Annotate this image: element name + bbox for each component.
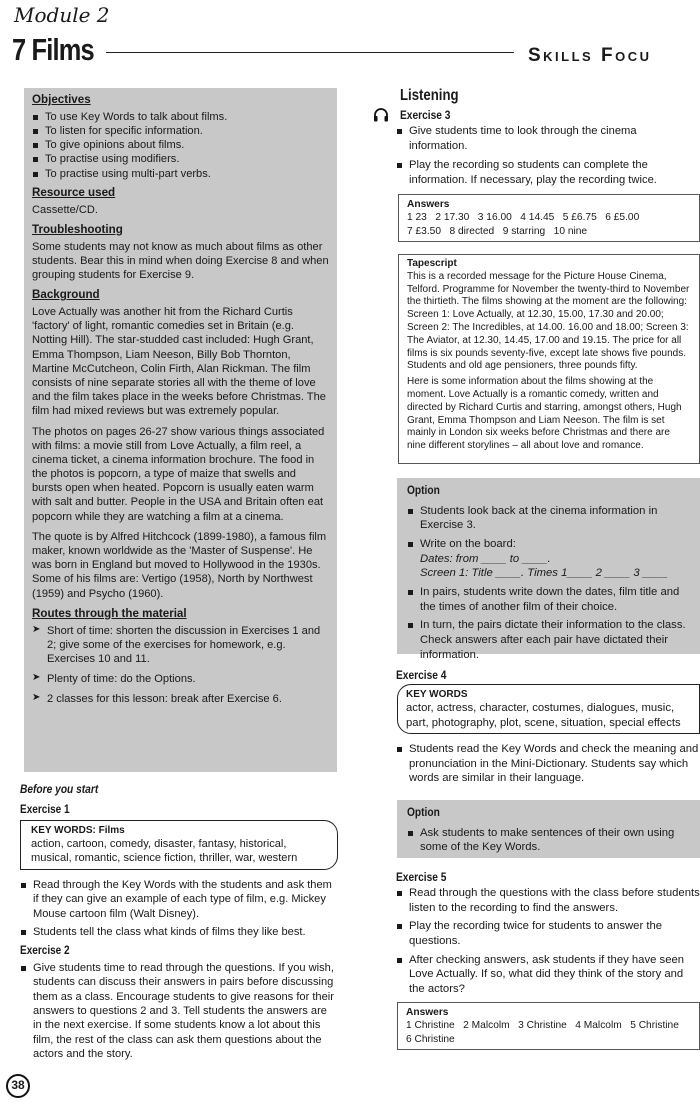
troubleshooting-heading: Troubleshooting [32, 222, 123, 236]
answers-box-exercise-5 [397, 1002, 700, 1050]
background-heading: Background [32, 288, 100, 302]
exercise-3-heading: Exercise 3 [400, 108, 451, 122]
list-item: ➤ 2 classes for this lesson: break after Exercise 6. [32, 692, 329, 706]
module-label: Module 2 [14, 3, 110, 27]
objectives-panel [24, 88, 337, 772]
listening-heading: Listening [400, 87, 459, 104]
option-box-1 [397, 478, 700, 661]
resource-heading: Resource used [32, 185, 116, 199]
list-item: In turn, the pairs dictate their information to the class. Check answers after each pair have dictated their information. [407, 618, 690, 662]
list-item: ➤ Plenty of time: do the Options. [32, 672, 329, 686]
routes-heading: Routes through the material [32, 606, 187, 620]
key-words-text: actor, actress, character, costumes, dialogues, music, part, photography, plot, scene, situation, special effects [406, 702, 681, 729]
list-item: To listen for specific information. [32, 124, 329, 138]
exercise-4-list [396, 742, 700, 786]
key-words-box [20, 820, 338, 870]
list-item: After checking answers, ask students if they have seen Love Actually. If so, what did they think of the story and the actors? [396, 953, 700, 997]
list-item: To use Key Words to talk about films. [32, 110, 329, 124]
option-heading: Option [407, 483, 440, 497]
answers-box-exercise-3 [398, 194, 700, 242]
list-item [407, 537, 690, 581]
answers-line: 6 Christine [406, 1033, 455, 1045]
exercise-2-list [20, 961, 338, 1062]
list-item: Give students time to read through the questions. If you wish, students can discuss their answers in pairs before discussing them as a class. Encourage students to give reasons for their answers to questions 2 and 3. Tell students the answers are in the next exercise. If some students know a lot about this film, the rest of the class can ask them questions about the actors and the story. [20, 961, 338, 1062]
key-words-text: action, cartoon, comedy, disaster, fantasy, historical, musical, romantic, science fiction, thriller, war, western [31, 837, 298, 865]
board-line: Screen 1: Title ____. Times 1____ 2 ____ 3 ____ [420, 567, 668, 580]
left-column-lower [20, 782, 338, 1066]
troubleshooting-text: Some students may not know as much about films as other students. Bear this in mind when doing Exercise 8 and when grouping students for Exercise 9. [32, 240, 329, 281]
option-box-2 [397, 800, 700, 858]
list-item: ➤ Short of time: shorten the discussion in Exercises 1 and 2; give some of the exercises for homework, e.g. Exercises 10 and 11. [32, 624, 329, 667]
before-you-start-heading: Before you start [20, 782, 99, 796]
key-words-label: KEY WORDS: Films [31, 824, 125, 836]
page-title: 7 Films [12, 32, 94, 67]
list-item: Students read the Key Words and check the meaning and pronunciation in the Mini-Dictionary. Students say which words are similar in their language. [396, 742, 700, 786]
exercise-3-instructions [396, 124, 696, 192]
objectives-list [32, 110, 329, 181]
answers-line: 1 Christine 2 Malcolm 3 Christine 4 Malcolm 5 Christine [406, 1020, 679, 1032]
exercise-1-heading: Exercise 1 [20, 801, 70, 816]
list-item: Read through the Key Words with the students and ask them if they can give an example of each type of film, e.g. Mickey Mouse cartoon film (Walt Disney). [20, 878, 338, 921]
routes-list [32, 624, 329, 707]
list-item: Give students time to look through the cinema information. [396, 124, 696, 153]
tapescript-box [398, 254, 700, 464]
section-title: Skills Focu [528, 45, 652, 66]
board-instruction: Write on the board: [420, 537, 516, 550]
list-item: Play the recording so students can complete the information. If necessary, play the recording twice. [396, 158, 696, 187]
page-number: 38 [6, 1074, 30, 1098]
tapescript-paragraph: Here is some information about the films showing at the moment. Love Actually is a romantic comedy, written and directed by Richard Curtis and starring, amongst others, Hugh Grant, Emma Thompson and Liam Neeson. The film is set mainly in London six weeks before Christmas and there are nine different storylines – all about love and romance. [407, 376, 682, 452]
header-rule [106, 52, 514, 53]
objectives-heading: Objectives [32, 93, 91, 106]
key-words-box [397, 684, 700, 734]
list-item: Students tell the class what kinds of films they like best. [20, 925, 338, 939]
background-paragraph: The photos on pages 26-27 show various things associated with films: a movie still from Love Actually, a film reel, a cinema ticket, a cinema information brochure. The food in the photos is popcorn, a type of maize that swells and bursts open when heated. Popcorn is usually eaten warm with salt and butter. People in the USA and Britain often eat popcorn while they are watching a film at a cinema. [32, 425, 325, 523]
exercise-2-heading: Exercise 2 [20, 943, 70, 958]
answers-label: Answers [406, 1007, 449, 1018]
tapescript-paragraph: This is a recorded message for the Picture House Cinema, Telford. Programme for November the twenty-third to November the thirtieth. The films showing at the moment are the following: Screen 1: Love Actually, at 12.30, 15.00, 17.30 and 20.00; Screen 2: The Incredibles, at 14.00. 16.00 and 18.00; Screen 3: The Aviator, at 12.30, 14.45, 17.00 and 19.15. The price for all films is six pounds seventy-five, except late shows five pounds. Students and old age pensioners, three pounds fifty. [407, 270, 690, 372]
list-item: In pairs, students write down the dates, film title and the times of another film of their choice. [407, 585, 690, 614]
list-item: To practise using modifiers. [32, 152, 329, 166]
exercise-1-list [20, 878, 338, 940]
list-item: To give opinions about films. [32, 138, 329, 152]
resource-text: Cassette/CD. [32, 203, 98, 216]
tapescript-label: Tapescript [407, 258, 457, 269]
background-paragraph: The quote is by Alfred Hitchcock (1899-1980), a famous film maker, known worldwide as the 'Master of Suspense'. He was born in England but moved to Hollywood in the 1930s. Some of his films are: Vertigo (1958), North by Northwest (1959) and Psycho (1960). [32, 530, 327, 600]
headphones-icon [373, 107, 389, 123]
exercise-4-heading: Exercise 4 [396, 668, 447, 682]
background-paragraph: Love Actually was another hit from the Richard Curtis 'factory' of light, romantic comedies set in Britain (e.g. Notting Hill). The star-studded cast included: Hugh Grant, Emma Thompson, Liam Neeson, Billy Bob Thornton, Martine McCutcheon, Colin Firth, Alan Rickman. The film consists of nine separate stories all with the theme of love and the film takes place in the weeks before Christmas. The film had mixed reviews but was extremely popular. [32, 306, 326, 418]
list-item: Students look back at the cinema information in Exercise 3. [407, 504, 690, 533]
list-item: To practise using multi-part verbs. [32, 167, 329, 181]
list-item: Play the recording twice for students to answer the questions. [396, 919, 700, 948]
exercise-5-heading: Exercise 5 [396, 870, 447, 884]
answers-line: 7 £3.50 8 directed 9 starring 10 nine [407, 225, 588, 237]
key-words-label: KEY WORDS [406, 689, 468, 700]
answers-line: 1 23 2 17.30 3 16.00 4 14.45 5 £6.75 6 £5.00 [407, 212, 640, 224]
exercise-5-list [396, 886, 700, 1001]
list-item: Read through the questions with the class before students listen to the recording to find the answers. [396, 886, 700, 915]
board-line: Dates: from ____ to ____. [420, 552, 551, 565]
answers-label: Answers [407, 199, 450, 210]
option-heading: Option [407, 805, 440, 819]
list-item: Ask students to make sentences of their own using some of the Key Words. [407, 826, 690, 855]
